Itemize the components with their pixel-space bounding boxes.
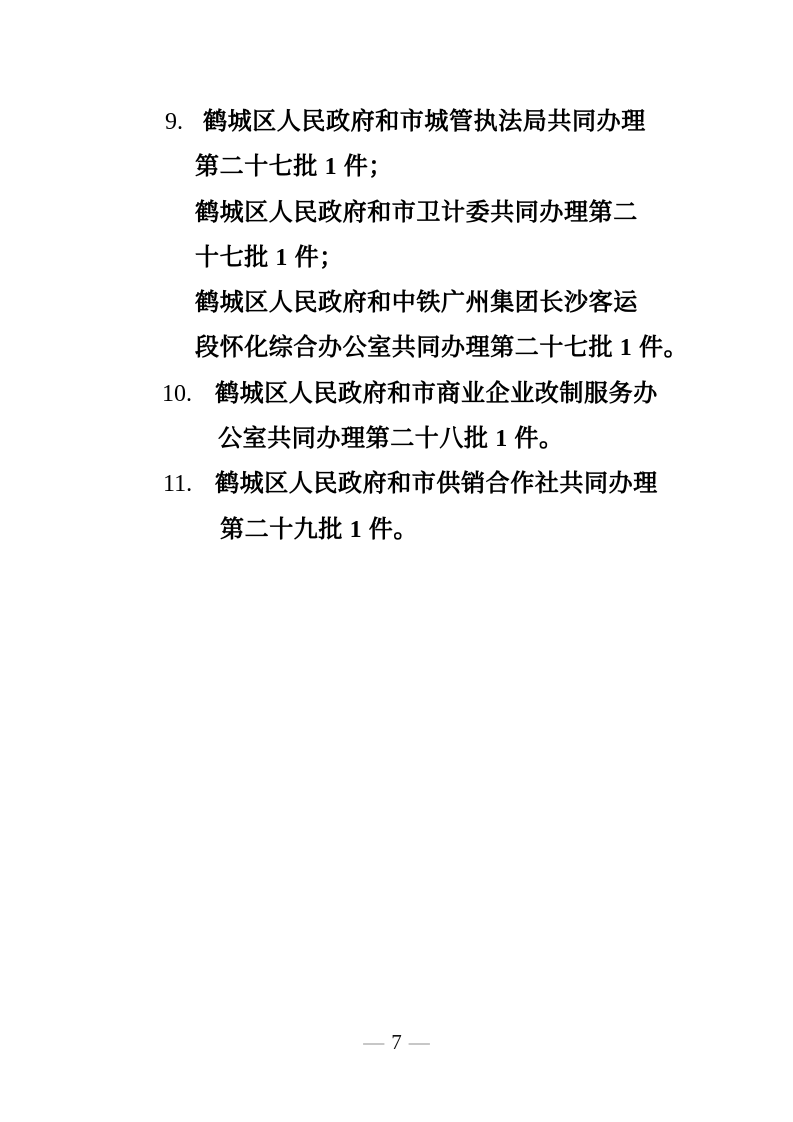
- list-item-first-line: [0, 372, 793, 417]
- list-item-continuation-line: [0, 417, 793, 462]
- list-item-continuation-line: [0, 191, 793, 236]
- list-item-continuation-line: [0, 145, 793, 190]
- footer-dash-right: —: [408, 1030, 430, 1054]
- list-item-continuation-line: [0, 326, 793, 371]
- list-item-continuation-line: [0, 236, 793, 281]
- footer-dash-left: —: [363, 1030, 385, 1054]
- list-item-text: 鹤城区人民政府和市商业企业改制服务办: [215, 380, 658, 407]
- list-item-first-line: [0, 100, 793, 145]
- list-item-text: 十七批 1 件；: [195, 244, 344, 271]
- list-item-continuation-line: [0, 508, 793, 553]
- list-item-text: 段怀化综合办公室共同办理第二十七批 1 件。: [195, 335, 689, 362]
- list-item-continuation-line: [0, 281, 793, 326]
- list-item-text: 公室共同办理第二十八批 1 件。: [218, 426, 564, 453]
- list-item-text: 第二十七批 1 件；: [195, 154, 393, 181]
- page-number: 7: [391, 1030, 402, 1054]
- list-item-text: 鹤城区人民政府和市卫计委共同办理第二: [195, 199, 638, 226]
- list-item-number: 9.: [165, 109, 183, 135]
- list-item-text: 鹤城区人民政府和中铁广州集团长沙客运: [195, 290, 638, 317]
- page-footer: [0, 1029, 793, 1055]
- list-item-text: 鹤城区人民政府和市城管执法局共同办理: [203, 109, 646, 135]
- list-item-number: 10.: [162, 380, 192, 407]
- list-item-number: 11.: [163, 471, 193, 498]
- list-item-text: 鹤城区人民政府和市供销合作社共同办理: [215, 471, 658, 498]
- list-item-first-line: [0, 462, 793, 507]
- list-item-text: 第二十九批 1 件。: [220, 516, 418, 543]
- numbered-list: [0, 100, 793, 553]
